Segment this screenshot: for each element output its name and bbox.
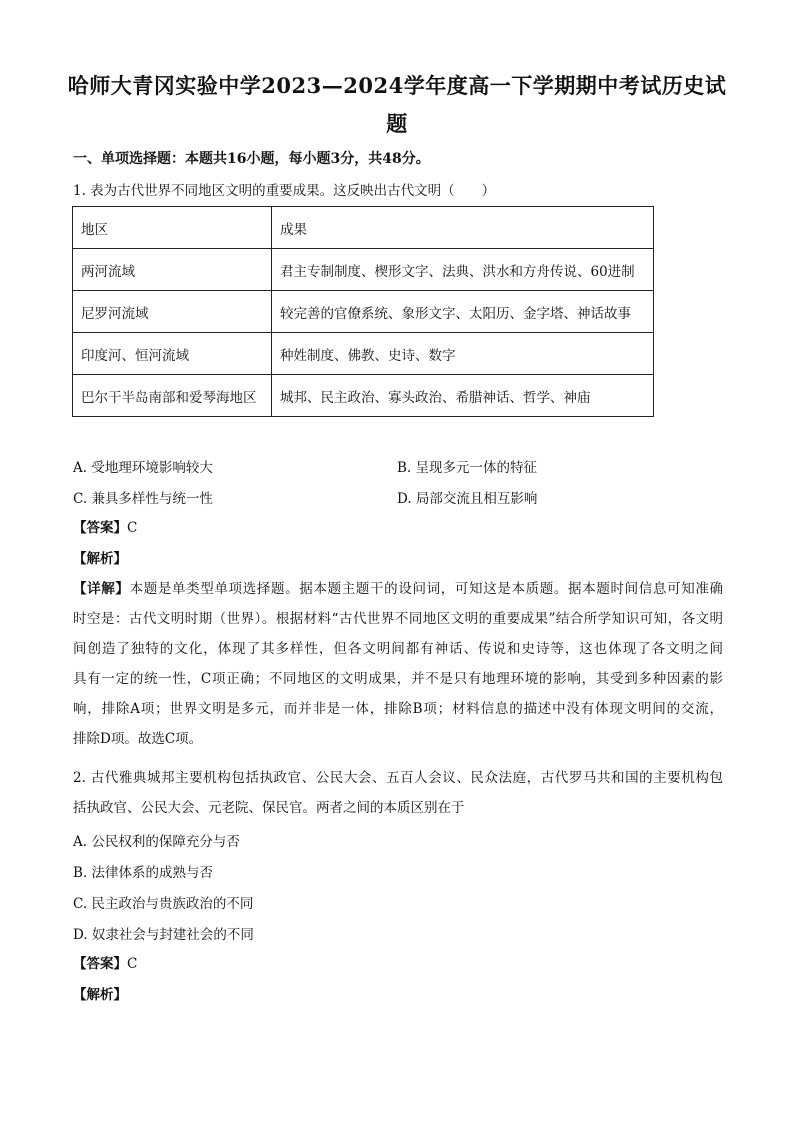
q2-option-c: C. 民主政治与贵族政治的不同 bbox=[73, 896, 254, 912]
q1-option-a: A. 受地理环境影响较大 bbox=[73, 460, 213, 476]
q2-answer bbox=[73, 954, 137, 974]
q1-option-c: C. 兼具多样性与统一性 bbox=[73, 491, 213, 507]
question-2-stem bbox=[73, 763, 723, 823]
table-header-row bbox=[73, 207, 654, 249]
detail-line: 排除D项。故选C项。 bbox=[73, 731, 203, 747]
table-row bbox=[73, 333, 654, 375]
question-1-stem: 1. 表为古代世界不同地区文明的重要成果。这反映出古代文明（ ） bbox=[73, 183, 496, 199]
q1-detail-paragraph bbox=[73, 574, 723, 754]
table-header-cell: 地区 bbox=[73, 207, 272, 249]
section-heading: 一、单项选择题：本题共16小题，每小题3分，共48分。 bbox=[73, 151, 430, 167]
table-cell-region: 印度河、恒河流域 bbox=[73, 333, 272, 375]
q2-analysis-label: 【解析】 bbox=[73, 987, 127, 1003]
table-cell-region: 尼罗河流域 bbox=[73, 291, 272, 333]
page-title: 哈师大青冈实验中学2023—2024学年度高一下学期期中考试历史试 bbox=[67, 73, 727, 98]
stem-line: 括执政官、公民大会、元老院、保民官。两者之间的本质区别在于 bbox=[73, 800, 465, 816]
detail-line: 时空是：古代文明时期（世界）。根据材料“古代世界不同地区文明的重要成果”结合所学知识可知，各文明 bbox=[73, 611, 723, 627]
table-row bbox=[73, 375, 654, 417]
q2-option-d: D. 奴隶社会与封建社会的不同 bbox=[73, 927, 254, 943]
detail-label: 【详解】 bbox=[73, 581, 130, 597]
table-row bbox=[73, 249, 654, 291]
detail-line: 具有一定的统一性，C项正确；不同地区的文明成果，并不是只有地理环境的影响，其受到多种因素的影 bbox=[73, 671, 723, 687]
q2-option-b: B. 法律体系的成熟与否 bbox=[73, 865, 214, 881]
detail-line: 间创造了独特的文化，体现了其多样性，但各文明间都有神话、传说和史诗等，这也体现了各文明之间 bbox=[73, 641, 723, 657]
table-row bbox=[73, 291, 654, 333]
q1-option-d: D. 局部交流且相互影响 bbox=[397, 491, 538, 507]
q1-answer bbox=[73, 518, 137, 538]
table-cell-achievement: 较完善的官僚系统、象形文字、太阳历、金字塔、神话故事 bbox=[272, 291, 654, 333]
table-cell-achievement: 种姓制度、佛教、史诗、数字 bbox=[272, 333, 654, 375]
detail-line: 【详解】本题是单类型单项选择题。据本题主题干的设问词，可知这是本质题。据本题时间信息可知准确 bbox=[73, 581, 723, 597]
answer-value: C bbox=[127, 520, 138, 536]
stem-line: 2. 古代雅典城邦主要机构包括执政官、公民大会、五百人会议、民众法庭，古代罗马共和国的主要机构包 bbox=[73, 770, 723, 786]
table-cell-region: 两河流域 bbox=[73, 249, 272, 291]
page-title-continued: 题 bbox=[386, 111, 408, 136]
detail-line: 响，排除A项；世界文明是多元，而并非是一体，排除B项；材料信息的描述中没有体现文明间的交流， bbox=[73, 701, 723, 717]
achievements-table bbox=[72, 206, 654, 417]
answer-value: C bbox=[127, 956, 138, 972]
q2-option-a: A. 公民权利的保障充分与否 bbox=[73, 834, 240, 850]
answer-label: 【答案】 bbox=[73, 956, 127, 972]
table-cell-region: 巴尔干半岛南部和爱琴海地区 bbox=[73, 375, 272, 417]
q1-option-b: B. 呈现多元一体的特征 bbox=[397, 460, 538, 476]
table-cell-achievement: 君主专制制度、楔形文字、法典、洪水和方舟传说、60进制 bbox=[272, 249, 654, 291]
q1-analysis-label: 【解析】 bbox=[73, 551, 127, 567]
answer-label: 【答案】 bbox=[73, 520, 127, 536]
table-header-cell: 成果 bbox=[272, 207, 654, 249]
table-cell-achievement: 城邦、民主政治、寡头政治、希腊神话、哲学、神庙 bbox=[272, 375, 654, 417]
